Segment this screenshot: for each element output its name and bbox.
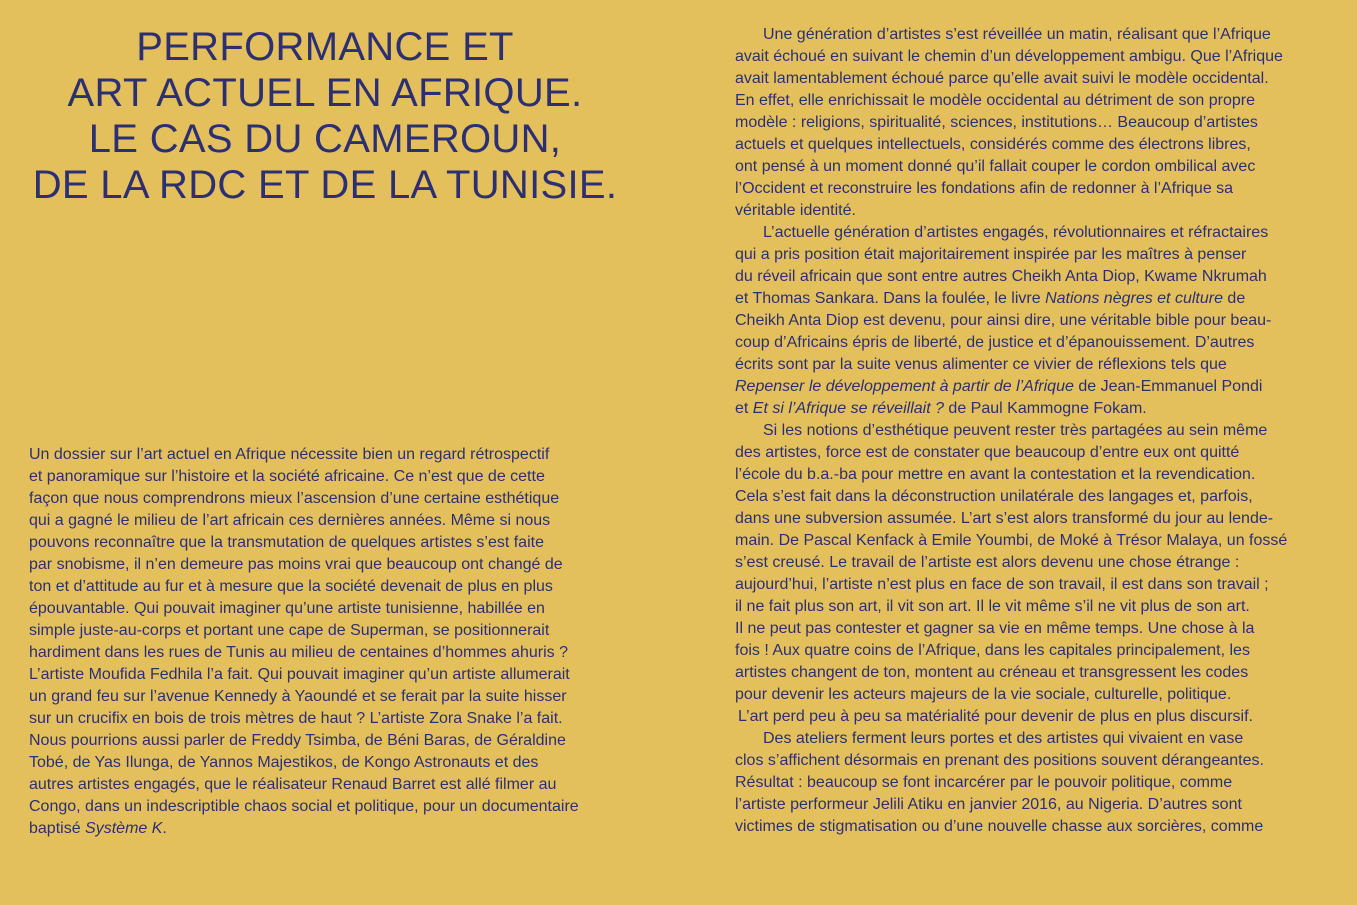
text-run: baptisé [29,820,86,837]
text-line: un grand feu sur l’avenue Kennedy à Yaoundé et se ferait par la suite hisser [29,688,567,705]
text-line: avait échoué en suivant le chemin d’un développement ambigu. Que l’Afrique [735,48,1283,65]
text-line: Cela s’est fait dans la déconstruction unilatérale des langages et, parfois, [735,488,1253,505]
text-line: Tobé, de Yas Ilunga, de Yannos Majestikos, de Kongo Astronauts et des [29,754,539,771]
text-line: coup d’Africains épris de liberté, de justice et d’épanouissement. D’autres [735,334,1255,351]
text-line: L’actuelle génération d’artistes engagés, révolutionnaires et réfractaires [763,224,1269,241]
text-line: actuels et quelques intellectuels, considérés comme des électrons libres, [735,136,1251,153]
text-line [735,288,1335,310]
text-line: et panoramique sur l’histoire et la société africaine. Ce n’est que de cette [29,468,545,485]
text-line [29,818,629,840]
text-line: Si les notions d’esthétique peuvent rester très partagées au sein même [763,422,1268,439]
text-line: ont pensé à un moment donné qu’il fallait couper le cordon ombilical avec [735,158,1256,175]
text-line: L’art perd peu à peu sa matérialité pour devenir de plus en plus discursif. [738,708,1253,725]
text-line: artistes changent de ton, montent au créneau et transgressent les codes [735,664,1249,681]
text-line: sur un crucifix en bois de trois mètres de haut ? L’artiste Zora Snake l’a fait. [29,710,563,727]
text-line: pouvons reconnaître que la transmutation de quelques artistes s’est faite [29,534,544,551]
title-line: PERFORMANCE ET [136,25,514,69]
text-line: l’artiste performeur Jelili Atiku en janvier 2016, au Nigeria. D’autres sont [735,796,1242,813]
text-line: modèle : religions, spiritualité, sciences, institutions… Beaucoup d’artistes [735,114,1258,131]
text-line: ton et d’attitude au fur et à mesure que la société devenait de plus en plus [29,578,553,595]
text-line: simple juste-au-corps et portant une cape de Superman, se positionnerait [29,622,550,639]
text-line: hardiment dans les rues de Tunis au milieu de centaines d’hommes ahuris ? [29,644,568,661]
text-line: qui a gagné le milieu de l’art africain ces dernières années. Même si nous [29,512,551,529]
text-line: Un dossier sur l’art actuel en Afrique nécessite bien un regard rétrospectif [29,446,550,463]
text-run: de [1222,290,1246,307]
book-title: Repenser le développement à partir de l’Afrique [735,378,1074,395]
title-line: DE LA RDC ET DE LA TUNISIE. [32,163,618,207]
left-column-paragraph [29,444,629,840]
text-line: fois ! Aux quatre coins de l’Afrique, dans les capitales principalement, les [735,642,1250,659]
text-run: et Thomas Sankara. Dans la foulée, le livre [735,290,1046,307]
text-line: l’Occident et reconstruire les fondations afin de redonner à l’Afrique sa [735,180,1234,197]
text-line: L’artiste Moufida Fedhila l’a fait. Qui pouvait imaginer qu’un artiste allumerait [29,666,570,683]
text-line: victimes de stigmatisation ou d’une nouvelle chasse aux sorcières, comme [735,818,1264,835]
text-run: de Paul Kammogne Fokam. [943,400,1147,417]
text-line: main. De Pascal Kenfack à Emile Youmbi, de Moké à Trésor Malaya, un fossé [735,532,1288,549]
text-run: . [162,820,167,837]
film-title: Système K [85,820,163,837]
text-line: avait lamentablement échoué parce qu’elle avait suivi le modèle occidental. [735,70,1269,87]
right-column-text [735,24,1335,838]
text-line: Des ateliers ferment leurs portes et des artistes qui vivaient en vase [763,730,1244,747]
text-line: aujourd’hui, l’artiste n’est plus en face de son travail, il est dans son travail ; [735,576,1269,593]
text-line: Cheikh Anta Diop est devenu, pour ainsi dire, une véritable bible pour beau- [735,312,1272,329]
text-line: Nous pourrions aussi parler de Freddy Tsimba, de Béni Baras, de Géraldine [29,732,566,749]
text-line: Il ne peut pas contester et gagner sa vie en même temps. Une chose à la [735,620,1255,637]
text-line: Congo, dans un indescriptible chaos social et politique, pour un documentaire [29,798,579,815]
text-line: dans une subversion assumée. L’art s’est alors transformé du jour au lende- [735,510,1274,527]
text-line: Une génération d’artistes s’est réveillée un matin, réalisant que l’Afrique [763,26,1271,43]
text-line: autres artistes engagés, que le réalisateur Renaud Barret est allé filmer au [29,776,557,793]
text-line: par snobisme, il n’en demeure pas moins vrai que beaucoup ont changé de [29,556,563,573]
text-line: façon que nous comprendrons mieux l’ascension d’une certaine esthétique [29,490,560,507]
text-line: s’est creusé. Le travail de l’artiste est alors devenu une chose étrange : [735,554,1240,571]
text-line: qui a pris position était majoritairement inspirée par les maîtres à penser [735,246,1247,263]
book-title: Nations nègres et culture [1045,290,1223,307]
text-line: écrits sont par la suite venus alimenter ce vivier de réflexions tels que [735,356,1227,373]
text-line: l’école du b.a.-ba pour mettre en avant la contestation et la revendication. [735,466,1256,483]
text-line: du réveil africain que sont entre autres Cheikh Anta Diop, Kwame Nkrumah [735,268,1267,285]
book-title: Et si l’Afrique se réveillait ? [752,400,944,417]
page-title [0,24,650,208]
text-line: il ne fait plus son art, il vit son art. Il le vit même s’il ne vit plus de son art. [735,598,1250,615]
text-line: Résultat : beaucoup se font incarcérer par le pouvoir politique, comme [735,774,1233,791]
text-line: clos s’affichent désormais en prenant des positions souvent dérangeantes. [735,752,1264,769]
title-line: ART ACTUEL EN AFRIQUE. [67,71,583,115]
text-line: En effet, elle enrichissait le modèle occidental au détriment de son propre [735,92,1256,109]
text-line: des artistes, force est de constater que beaucoup d’entre eux ont quitté [735,444,1240,461]
text-run: et [735,400,753,417]
text-run: de Jean-Emmanuel Pondi [1073,378,1263,395]
title-line: LE CAS DU CAMEROUN, [88,117,562,161]
text-line: épouvantable. Qui pouvait imaginer qu’une artiste tunisienne, habillée en [29,600,545,617]
text-line: pour devenir les acteurs majeurs de la vie sociale, culturelle, politique. [735,686,1232,703]
text-line: véritable identité. [735,202,856,219]
text-line [735,376,1335,398]
text-line [735,398,1335,420]
